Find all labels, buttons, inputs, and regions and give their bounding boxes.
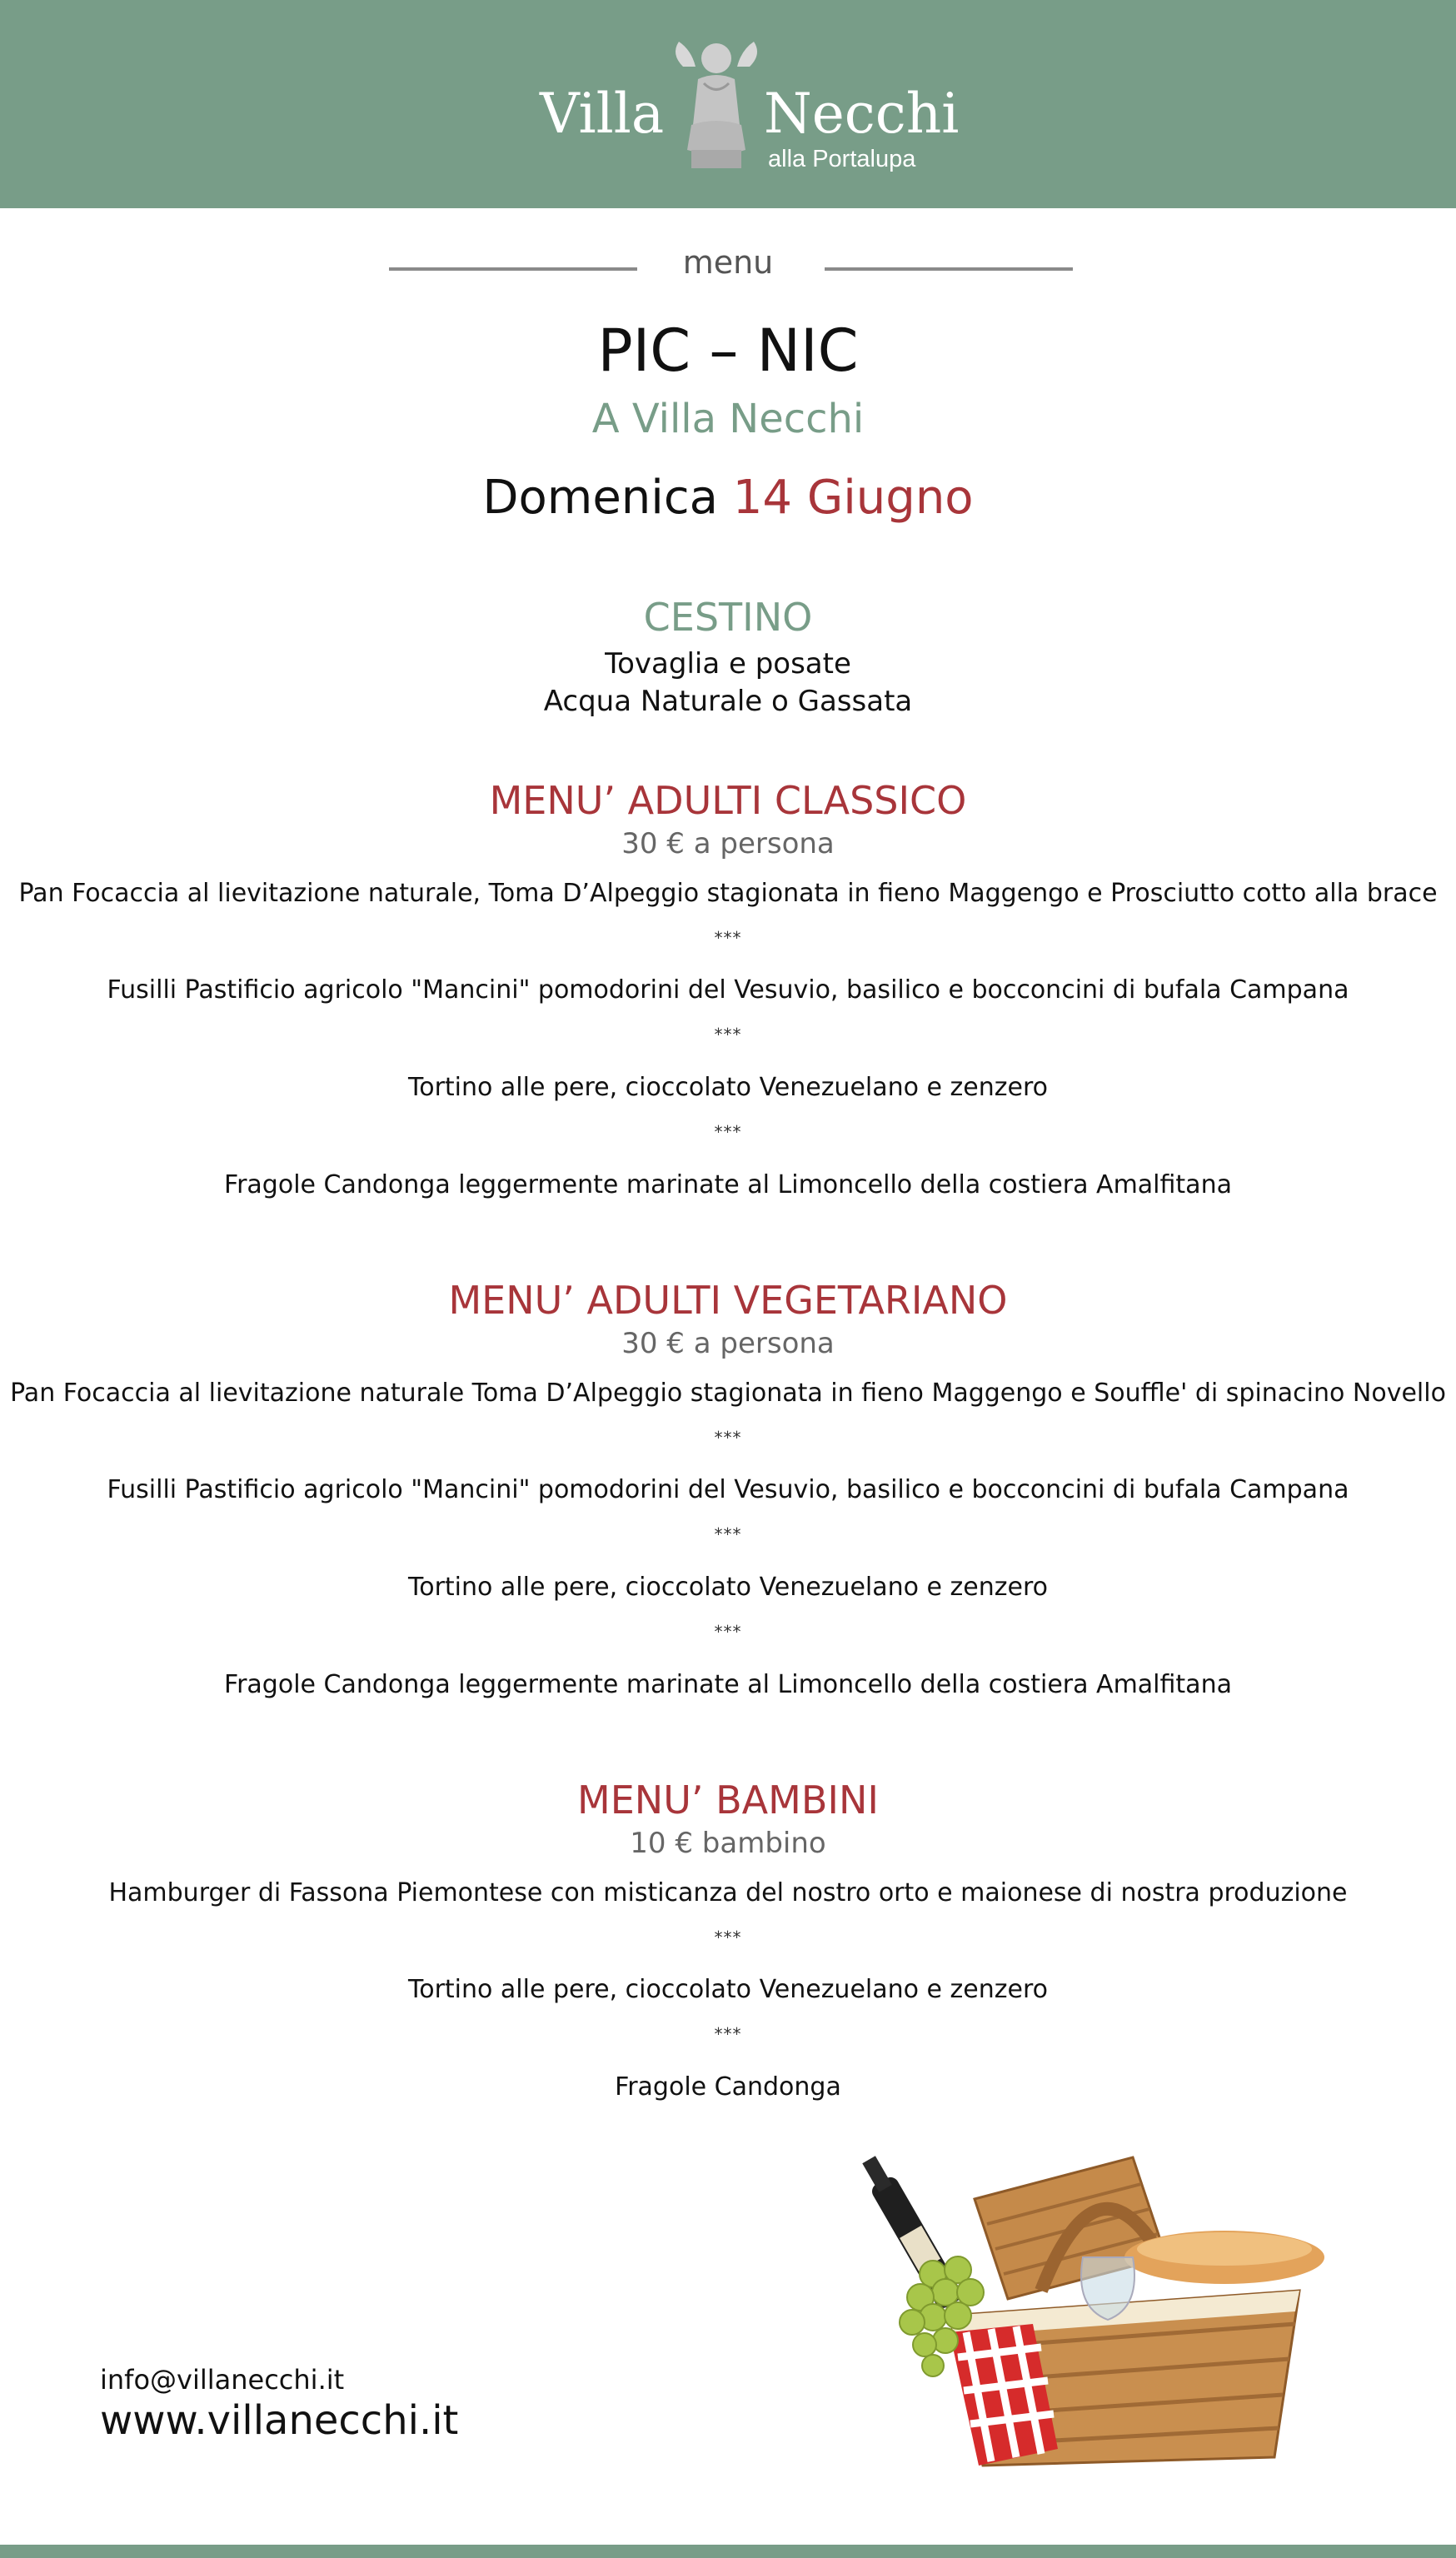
contact-email[interactable]: info@villanecchi.it — [100, 2364, 345, 2396]
picnic-basket-icon — [833, 2132, 1366, 2491]
separator: *** — [714, 2024, 742, 2044]
menu-classico-heading: MENU’ ADULTI CLASSICO — [489, 778, 967, 823]
footer-bar — [0, 2545, 1456, 2558]
menu-classico-item: Pan Focaccia al lievitazione naturale, Toma D’Alpeggio stagionata in fieno Maggengo e Prosciutto cotto alla brace — [18, 879, 1438, 908]
header-banner — [0, 0, 1456, 208]
separator: *** — [714, 1927, 742, 1947]
logo[interactable] — [533, 33, 960, 183]
event-day: Domenica — [482, 471, 718, 525]
separator: *** — [714, 1524, 742, 1544]
event-date-highlight: 14 Giugno — [732, 471, 974, 525]
logo-word-necchi: Necchi — [764, 82, 960, 146]
cherub-statue-icon — [666, 33, 766, 175]
menu-vegetariano-price: 30 € a persona — [621, 1327, 835, 1360]
page-title: PIC – NIC — [597, 317, 859, 385]
menu-bambini-heading: MENU’ BAMBINI — [577, 1778, 879, 1823]
logo-subtitle: alla Portalupa — [768, 146, 916, 172]
cestino-item: Acqua Naturale o Gassata — [543, 685, 913, 718]
separator: *** — [714, 928, 742, 948]
separator: *** — [714, 1025, 742, 1045]
logo-word-villa: Villa — [540, 82, 665, 146]
menu-bambini-price: 10 € bambino — [630, 1827, 826, 1860]
menu-bambini-item: Hamburger di Fassona Piemontese con misticanza del nostro orto e maionese di nostra produzione — [108, 1878, 1348, 1907]
menu-vegetariano-item: Fusilli Pastificio agricolo "Mancini" pomodorini del Vesuvio, basilico e bocconcini di bufala Campana — [107, 1475, 1349, 1504]
separator: *** — [714, 1122, 742, 1142]
menu-classico-item: Tortino alle pere, cioccolato Venezuelano e zenzero — [408, 1073, 1048, 1102]
page-subtitle: A Villa Necchi — [591, 396, 865, 442]
separator: *** — [714, 1622, 742, 1642]
menu-bambini-item: Fragole Candonga — [615, 2072, 841, 2102]
menu-vegetariano-item: Fragole Candonga leggermente marinate al Limoncello della costiera Amalfitana — [224, 1670, 1232, 1699]
menu-bambini-item: Tortino alle pere, cioccolato Venezuelano e zenzero — [408, 1975, 1048, 2004]
menu-classico-item: Fragole Candonga leggermente marinate al Limoncello della costiera Amalfitana — [224, 1170, 1232, 1199]
contact-website[interactable]: www.villanecchi.it — [100, 2397, 459, 2444]
separator: *** — [714, 1428, 742, 1448]
cestino-item: Tovaglia e posate — [605, 647, 851, 681]
cestino-heading: CESTINO — [643, 595, 813, 640]
menu-vegetariano-item: Tortino alle pere, cioccolato Venezuelano e zenzero — [408, 1573, 1048, 1602]
menu-classico-item: Fusilli Pastificio agricolo "Mancini" pomodorini del Vesuvio, basilico e bocconcini di bufala Campana — [107, 975, 1349, 1005]
menu-vegetariano-item: Pan Focaccia al lievitazione naturale Toma D’Alpeggio stagionata in fieno Maggengo e Souffle' di spinacino Novello — [10, 1379, 1446, 1408]
menu-label: menu — [682, 244, 774, 281]
event-date — [0, 471, 1456, 525]
menu-vegetariano-heading: MENU’ ADULTI VEGETARIANO — [448, 1278, 1008, 1323]
divider-right — [825, 267, 1073, 271]
menu-classico-price: 30 € a persona — [621, 827, 835, 860]
